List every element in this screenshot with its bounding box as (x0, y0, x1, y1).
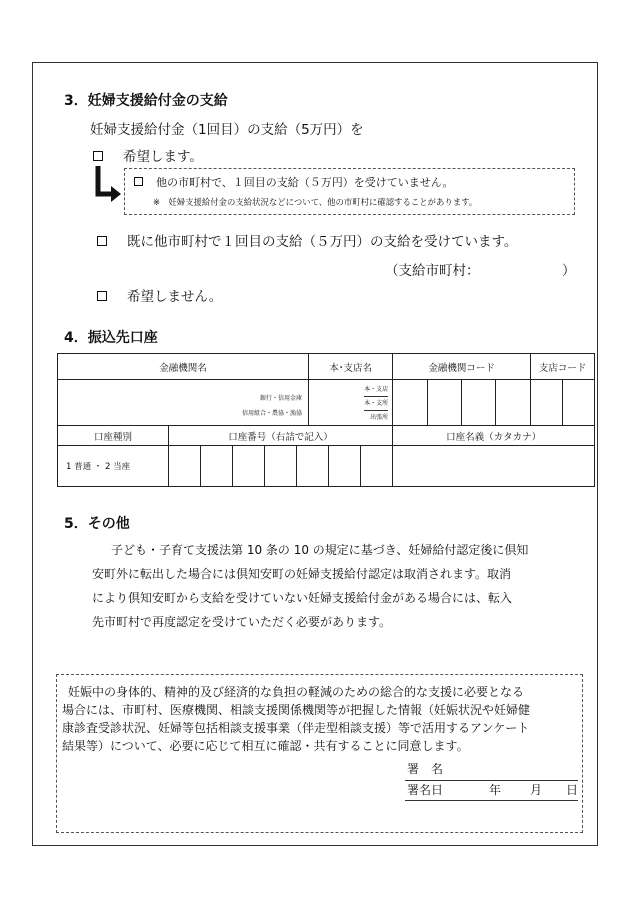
section5-title: 5．その他 (64, 516, 130, 532)
header-acct-no: 口座番号（右詰で記入） (169, 426, 393, 446)
inst-code-digit[interactable] (393, 380, 428, 426)
section5-line4: 先市町村で再度認定を受けていただく必要があります。 (92, 615, 392, 629)
checkbox-wish[interactable] (93, 151, 103, 161)
date-day: 日 (566, 783, 579, 797)
header-acct-type: 口座種別 (58, 426, 169, 446)
header-branch: 本･支店名 (309, 354, 393, 380)
bank-account-table (57, 353, 595, 487)
arrow-down-right-icon (95, 166, 123, 202)
inst-code-digit[interactable] (496, 380, 531, 426)
consent-line3: 康診査受診状況、妊婦等包括相談支援事業（伴走型相談支援）等で活用するアンケート (62, 721, 530, 735)
acct-name-cell[interactable] (393, 446, 595, 487)
inst-type-bank: 銀行・信用金庫 (260, 395, 303, 402)
paid-city-label: （支給市町村： (385, 263, 480, 279)
institution-name-cell[interactable] (58, 380, 309, 426)
signature-label: 署 名 (407, 762, 444, 776)
option-received-label: 既に他市町村で１回目の支給（５万円）の支給を受けています。 (127, 234, 518, 250)
option-wish-label: 希望します。 (123, 149, 203, 165)
acct-no-cells[interactable] (169, 446, 393, 487)
option-no-wish-label: 希望しません。 (127, 289, 223, 305)
branch-type-main: 本・支店 (364, 386, 389, 393)
paid-city-close: ） (562, 263, 576, 279)
section3-lead: 妊婦支援給付金（1回目）の支給（5万円）を (90, 122, 364, 138)
checkbox-received[interactable] (97, 236, 107, 246)
acct-no-digit[interactable] (297, 446, 329, 486)
consent-line1: 妊娠中の身体的、精神的及び経済的な負担の軽減のための総合的な支援に必要となる (68, 685, 525, 699)
acct-no-digit[interactable] (361, 446, 392, 486)
acct-no-digit[interactable] (233, 446, 265, 486)
acct-no-digit[interactable] (201, 446, 233, 486)
section5-line1: 子ども・子育て支援法第 10 条の 10 の規定に基づき、妊婦給付認定後に倶知 (111, 543, 529, 557)
branch-type-office: 本・支所 (364, 396, 388, 410)
inst-code-digit[interactable] (428, 380, 462, 426)
date-year: 年 (489, 783, 502, 797)
header-branch-code: 支店コード (531, 354, 595, 380)
branch-type-agency: 出張所 (364, 410, 388, 424)
signature-date-label: 署名日 (407, 783, 444, 797)
acct-no-digit[interactable] (329, 446, 361, 486)
section4-title: 4．振込先口座 (64, 330, 158, 346)
section5-line3: により倶知安町から支給を受けていない妊婦支援給付金がある場合には、転入 (92, 591, 513, 605)
consent-line2: 場合には、市町村、医療機関、相談支援関係機関等が把握した情報（妊娠状況や妊婦健 (62, 703, 531, 717)
branch-code-digit[interactable] (563, 380, 595, 426)
section3-title: 3．妊婦支援給付金の支給 (64, 93, 228, 109)
header-inst-code: 金融機関コード (393, 354, 531, 380)
acct-no-digit[interactable] (265, 446, 297, 486)
checkbox-no-wish[interactable] (97, 291, 107, 301)
branch-name-cell[interactable] (309, 380, 393, 426)
date-line[interactable] (405, 800, 578, 801)
sub-option-note: ※ 妊婦支援給付金の支給状況などについて、他の市町村に確認することがあります。 (153, 197, 478, 207)
acct-no-digit[interactable] (169, 446, 201, 486)
date-month: 月 (530, 783, 543, 797)
acct-type-value[interactable]: 1 普通 ・ 2 当座 (58, 446, 169, 487)
header-acct-name: 口座名義（カタカナ） (393, 426, 595, 446)
header-institution: 金融機関名 (58, 354, 309, 380)
inst-code-digit[interactable] (462, 380, 496, 426)
checkbox-not-received[interactable] (134, 177, 143, 186)
section5-line2: 安町外に転出した場合には倶知安町の妊婦支援給付認定は取消されます。取消 (92, 567, 512, 581)
sub-option-label: 他の市町村で、１回目の支給（５万円）を受けていません。 (156, 176, 454, 189)
branch-code-digit[interactable] (531, 380, 563, 426)
consent-line4: 結果等）について、必要に応じて相互に確認・共有することに同意します。 (62, 739, 469, 753)
inst-type-union: 信用組合・農協・漁協 (242, 410, 303, 417)
